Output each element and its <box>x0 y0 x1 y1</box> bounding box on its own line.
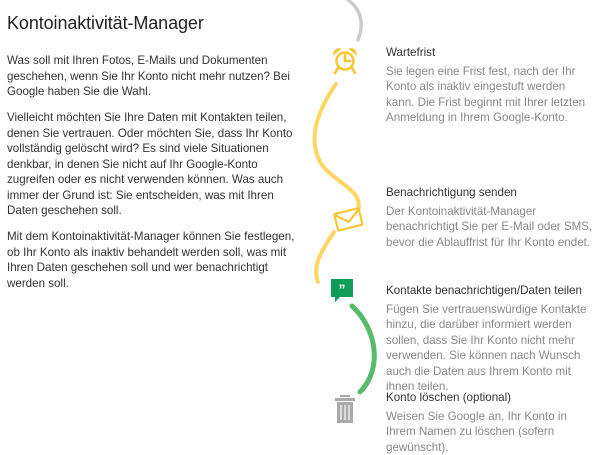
page-title: Kontoinaktivität-Manager <box>7 13 204 34</box>
timeline-line-green <box>352 306 374 392</box>
intro-paragraph-3: Mit dem Kontoinaktivität-Manager können Sie festlegen, ob Ihr Konto als inaktiv behandelt werden soll, was mit Ihren Daten geschehen soll und wer benachrichtigt werden soll. <box>7 229 307 291</box>
timeline-step-send-notification <box>386 185 596 250</box>
trash-icon <box>335 395 355 423</box>
chat-quote-icon <box>331 279 353 302</box>
timeline-step-waiting-period <box>386 45 596 126</box>
step-description: Fügen Sie vertrauenswürdige Kontakte hinzu, die darüber informiert werden sollen, dass Sie Ihr Konto nicht mehr verwenden. Sie können nach Wunsch auch die Daten aus Ihrem Konto mit ihnen teilen. <box>386 302 596 395</box>
intro-paragraph-2: Vielleicht möchten Sie Ihre Daten mit Kontakten teilen, denen Sie vertrauen. Oder möchten Sie, dass Ihr Konto vollständig gelöscht wird? Es sind viele Situationen denkbar, in denen Sie nicht auf Ihr Google-Konto zugreifen oder es nicht verwenden können. Was auch immer der Grund ist: Sie entscheiden, was mit Ihren Daten geschehen soll. <box>7 110 307 219</box>
step-title: Benachrichtigung senden <box>386 185 596 201</box>
alarm-clock-icon <box>334 49 356 73</box>
timeline-step-delete-account <box>386 390 596 455</box>
step-description: Sie legen eine Frist fest, nach der Ihr Konto als inaktiv eingestuft werden kann. Die Frist beginnt mit Ihrer letzten Anmeldung in Ihrem Google-Konto. <box>386 64 596 126</box>
intro-paragraph-1: Was soll mit Ihren Fotos, E-Mails und Dokumenten geschehen, wenn Sie Ihr Konto nicht mehr nutzen? Bei Google haben Sie die Wahl. <box>7 53 307 100</box>
timeline-line-yellow-2 <box>316 232 334 282</box>
envelope-icon <box>334 208 362 231</box>
step-title: Konto löschen (optional) <box>386 390 596 406</box>
svg-text:”: ” <box>339 281 346 297</box>
step-description: Weisen Sie Google an, Ihr Konto in Ihrem Namen zu löschen (sofern gewünscht). <box>386 409 596 455</box>
timeline-line-yellow-1 <box>315 84 359 212</box>
timeline-line-gray <box>348 0 361 40</box>
step-description: Der Kontoinaktivität-Manager benachrichtigt Sie per E-Mail oder SMS, bevor die Ablauffrist für Ihr Konto endet. <box>386 204 596 251</box>
step-title: Wartefrist <box>386 45 596 61</box>
step-title: Kontakte benachrichtigen/Daten teilen <box>386 283 596 299</box>
timeline-step-notify-contacts <box>386 283 596 395</box>
